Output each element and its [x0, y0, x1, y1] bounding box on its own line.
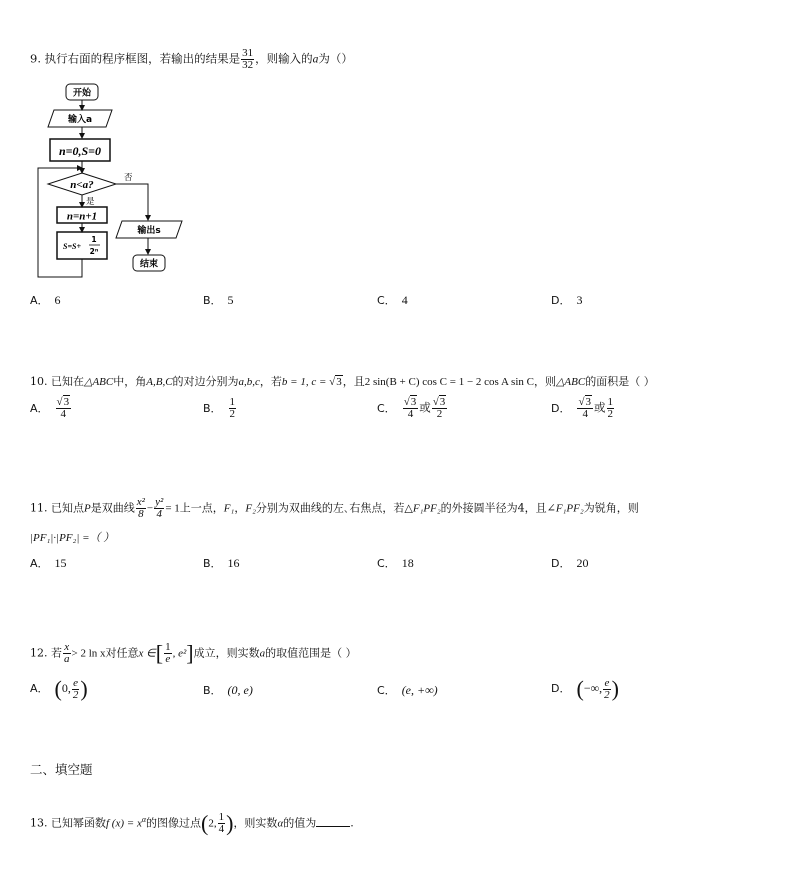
flowchart	[30, 80, 200, 280]
flow-update-den: 2ⁿ	[89, 247, 99, 256]
answer-blank[interactable]	[316, 814, 350, 827]
q10-option-b[interactable]: B． $\frac{1}{2}$	[203, 396, 236, 420]
question-9-stem: 9. 执行右面的程序框图，若输出的结果是 $\frac{31}{32}$ ，则输入的a为（）	[30, 47, 353, 71]
flow-decision-label: n<a?	[70, 179, 94, 191]
flow-update-label: S=S+	[63, 242, 82, 251]
q12-option-a[interactable]: A． (0, $\frac{e}{2}$ )	[30, 676, 88, 701]
q12-option-c[interactable]: C． (e, +∞)	[377, 683, 438, 697]
q11-option-c[interactable]: C． 18	[377, 556, 414, 570]
flow-init-label: n=0,S=0	[58, 144, 102, 158]
q12-option-d[interactable]: D． (−∞, $\frac{e}{2}$ )	[551, 676, 619, 701]
flow-no-label: 否	[124, 173, 133, 183]
flow-update-num: 1	[91, 235, 97, 244]
q9-option-a[interactable]: A． 6	[30, 293, 61, 307]
question-12-stem: 12. 若 $\frac{x}{a}$ > 2 ln x对任意x ∈[ $\frac{1}{e}$ , e²]成立，则实数a的取值范围是（ ）	[30, 640, 357, 666]
flow-input-label: 输入a	[67, 115, 93, 125]
question-11-line2: |PF₁|·|PF₂| =（ ）	[30, 532, 115, 544]
q11-option-a[interactable]: A． 15	[30, 556, 67, 570]
q10-option-a[interactable]: A． $\frac{√3}{4}$	[30, 396, 70, 420]
question-11-stem: 11. 已知点P是双曲线 $\frac{\text{x²}}{8}$ − $\frac{\text{y²}}{4}$ = 1上一点，F₁，F₂分别为双曲线的左､右焦点，若△F₁PF₂的外接圆半径为4，且∠F₁PF₂为锐角，则	[30, 496, 639, 520]
flow-end-label: 结束	[139, 259, 159, 270]
flow-increment-label: n=n+1	[66, 210, 98, 223]
q9-option-c[interactable]: C． 4	[377, 293, 408, 307]
q11-option-b[interactable]: B． 16	[203, 556, 240, 570]
q10-sqrt: √3	[329, 376, 342, 388]
flow-start-label: 开始	[72, 88, 92, 99]
flow-yes-label: 是	[86, 197, 95, 207]
q9-option-d[interactable]: D． 3	[551, 293, 583, 307]
q10-option-c[interactable]: C． $\frac{√3}{4}$ 或 $\frac{√3}{2}$	[377, 396, 446, 420]
q9-fraction: $\frac{31}{32}$	[242, 47, 254, 71]
q9-option-b[interactable]: B． 5	[203, 293, 234, 307]
q9-text: 9. 执行右面的程序框图，若输出的结果是	[30, 51, 241, 66]
question-13-stem: 13. 已知幂函数f $(x) = x^\alpha$的图像过点(2, $\frac{1}{4}$ )，则实数α的值为 .	[30, 810, 354, 836]
q11-option-d[interactable]: D． 20	[551, 556, 589, 570]
flow-output-label: 输出s	[137, 226, 161, 236]
q12-option-b[interactable]: B． (0, e)	[203, 683, 253, 697]
q10-option-d[interactable]: D． $\frac{√3}{4}$ 或 $\frac{1}{2}$	[551, 396, 614, 420]
question-10-stem: 10. 已知在△ABC中，角A,B,C的对边分别为a,b,c，若b = 1, c = √3，且2 sin(B + C) cos C = 1 − 2 cos A sin C，则△ABC的面积是（ ）	[30, 375, 655, 388]
section-heading: 二、填空题	[30, 762, 93, 777]
